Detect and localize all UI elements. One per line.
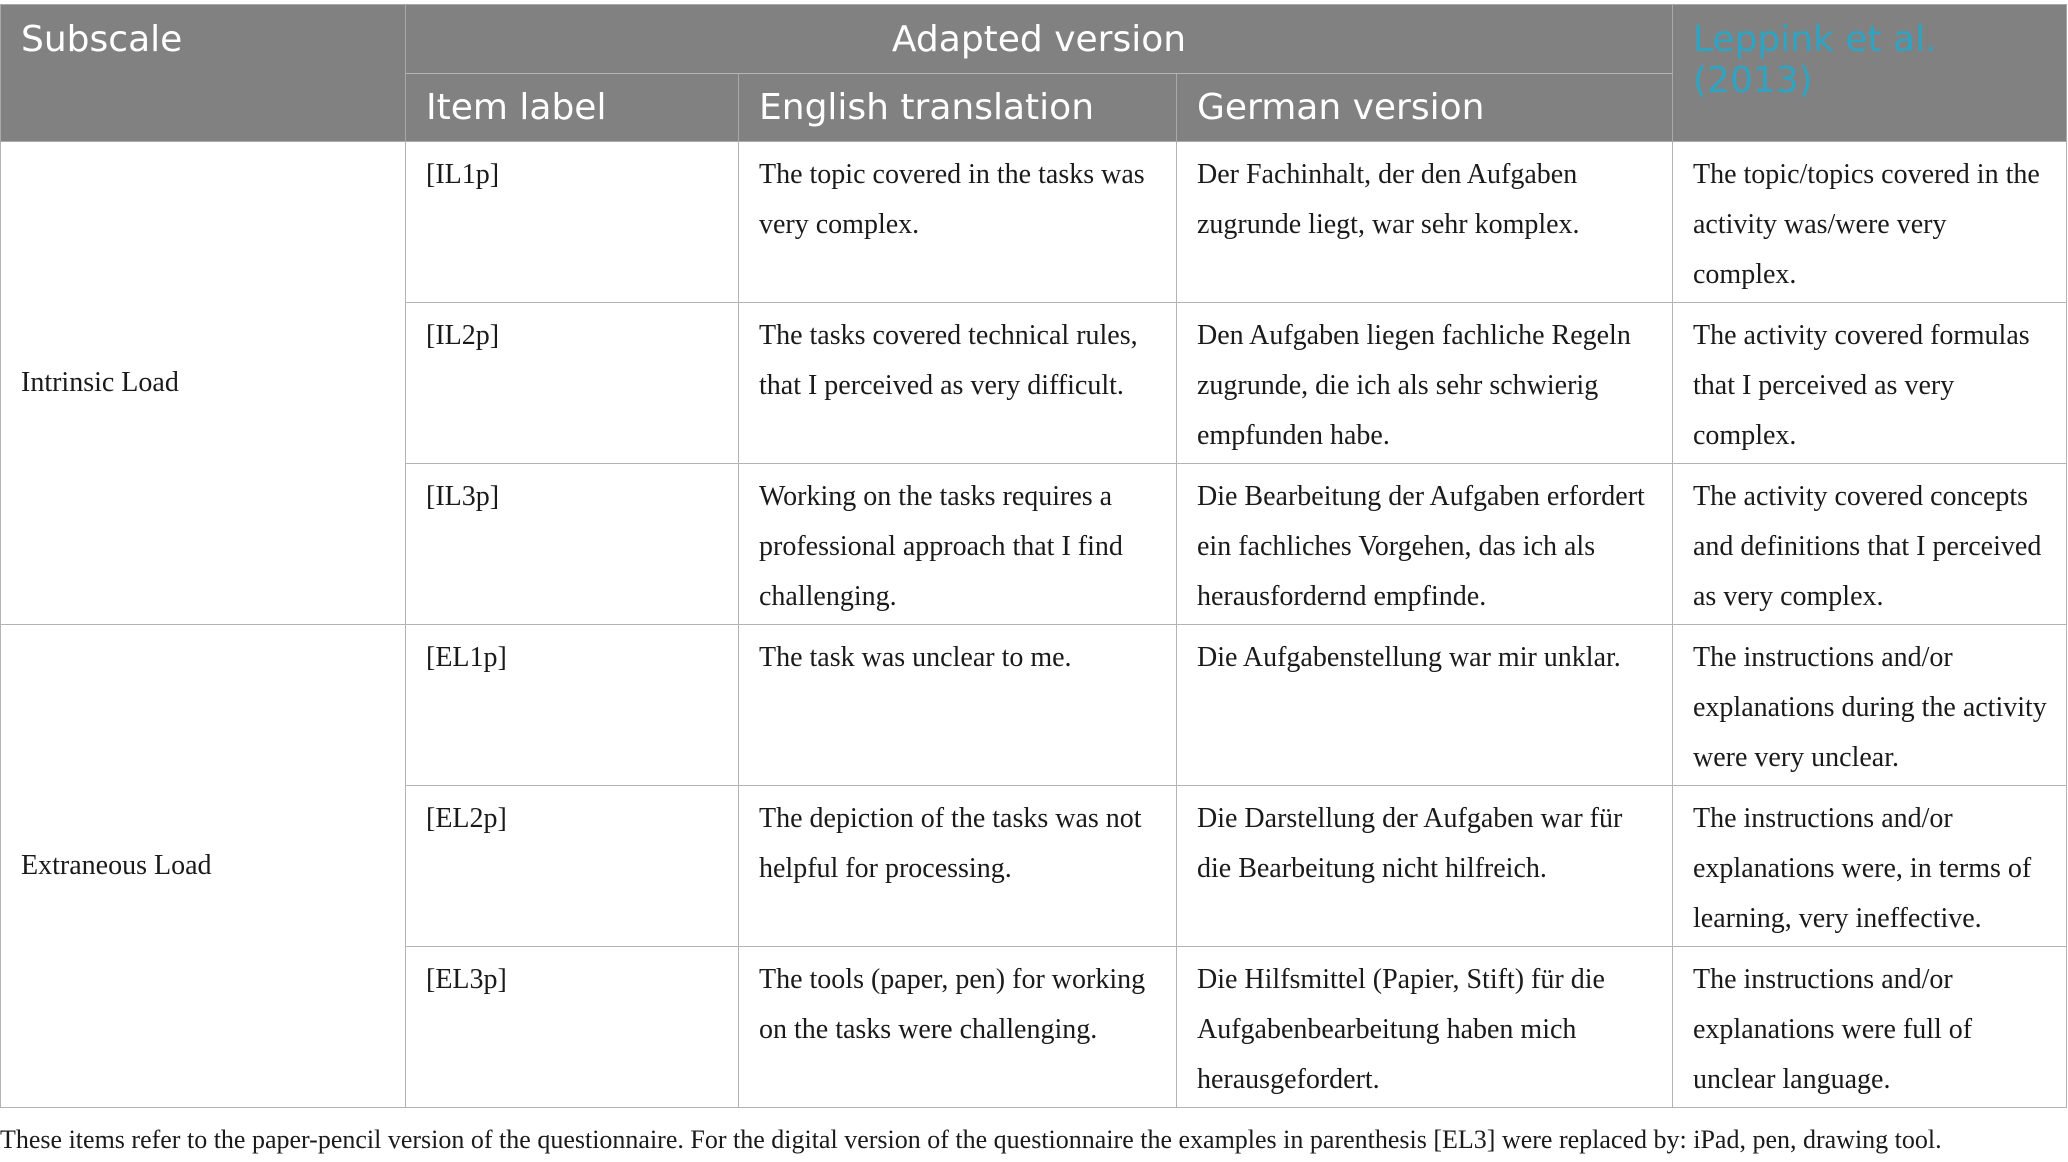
table-body <box>1 142 2067 1108</box>
german-cell: Die Bearbeitung der Aufgaben erfordert ein fachliches Vorgehen, das ich als herausfordernd empfinde. <box>1177 464 1673 625</box>
subscale-extraneous-load: Extraneous Load <box>1 625 406 1108</box>
german-cell: Die Hilfsmittel (Papier, Stift) für die Aufgabenbearbeitung haben mich herausgefordert. <box>1177 947 1673 1108</box>
item-label-cell: [EL3p] <box>406 947 739 1108</box>
leppink-cell: The activity covered concepts and definitions that I perceived as very complex. <box>1673 464 2067 625</box>
item-label-cell: [IL2p] <box>406 303 739 464</box>
item-label-cell: [EL2p] <box>406 786 739 947</box>
leppink-citation-link[interactable]: Leppink et al. (2013) <box>1693 19 1937 101</box>
german-cell: Den Aufgaben liegen fachliche Regeln zugrunde, die ich als sehr schwierig empfunden habe. <box>1177 303 1673 464</box>
english-cell: Working on the tasks requires a professional approach that I find challenging. <box>739 464 1177 625</box>
german-cell: Der Fachinhalt, der den Aufgaben zugrunde liegt, war sehr komplex. <box>1177 142 1673 303</box>
header-adapted-version: Adapted version <box>406 5 1673 74</box>
english-cell: The tools (paper, pen) for working on the tasks were challenging. <box>739 947 1177 1108</box>
table-footnote: These items refer to the paper-pencil version of the questionnaire. For the digital version of the questionnaire the examples in parenthesis [EL3] were replaced by: iPad, pen, drawing tool. <box>0 1125 1942 1154</box>
leppink-cell: The topic/topics covered in the activity was/were very complex. <box>1673 142 2067 303</box>
table-row <box>1 625 2067 786</box>
leppink-cell: The activity covered formulas that I perceived as very complex. <box>1673 303 2067 464</box>
item-label-cell: [EL1p] <box>406 625 739 786</box>
header-german-version: German version <box>1177 74 1673 142</box>
load-items-table <box>0 4 2067 1108</box>
english-cell: The topic covered in the tasks was very complex. <box>739 142 1177 303</box>
leppink-cell: The instructions and/or explanations during the activity were very unclear. <box>1673 625 2067 786</box>
german-cell: Die Aufgabenstellung war mir unklar. <box>1177 625 1673 786</box>
english-cell: The depiction of the tasks was not helpful for processing. <box>739 786 1177 947</box>
leppink-cell: The instructions and/or explanations were, in terms of learning, very ineffective. <box>1673 786 2067 947</box>
leppink-cell: The instructions and/or explanations were full of unclear language. <box>1673 947 2067 1108</box>
table-header <box>1 5 2067 142</box>
english-cell: The task was unclear to me. <box>739 625 1177 786</box>
subscale-intrinsic-load: Intrinsic Load <box>1 142 406 625</box>
header-row-top <box>1 5 2067 74</box>
item-label-cell: [IL1p] <box>406 142 739 303</box>
table-row <box>1 142 2067 303</box>
header-leppink <box>1673 5 2067 142</box>
header-subscale: Subscale <box>1 5 406 142</box>
header-english-translation: English translation <box>739 74 1177 142</box>
english-cell: The tasks covered technical rules, that I perceived as very difficult. <box>739 303 1177 464</box>
header-item-label: Item label <box>406 74 739 142</box>
item-label-cell: [IL3p] <box>406 464 739 625</box>
german-cell: Die Darstellung der Aufgaben war für die Bearbeitung nicht hilfreich. <box>1177 786 1673 947</box>
